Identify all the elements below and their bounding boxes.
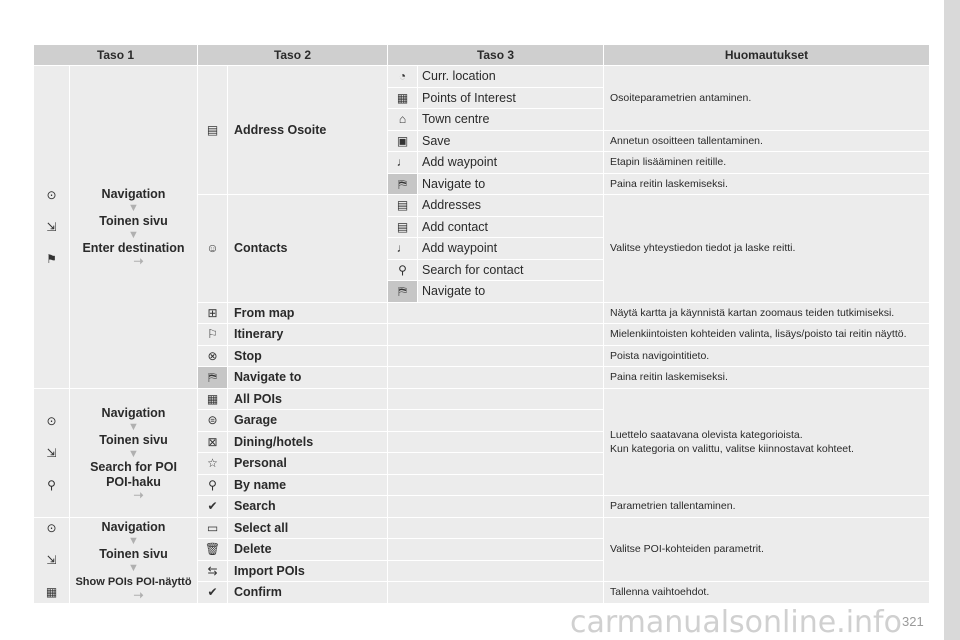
stop-icon: ⊗: [207, 348, 218, 363]
curr-location: Curr. location: [418, 66, 604, 88]
from-map: From map: [228, 302, 388, 324]
address-label: Address Osoite: [228, 66, 388, 195]
navigate-icon: ⛿: [398, 176, 407, 191]
navigate-main-note: Paina reitin laskemiseksi.: [604, 367, 930, 389]
block3-nav2: Toinen sivu: [99, 547, 168, 561]
contacts-icon-cell: [198, 195, 228, 303]
all-pois: All POIs: [228, 388, 388, 410]
by-name: By name: [228, 474, 388, 496]
address-icon: ▤: [206, 123, 219, 137]
search-note: Parametrien tallentaminen.: [604, 496, 930, 518]
block2-nav3: Search for POI: [90, 459, 177, 474]
navigate-icon: ⛿: [208, 370, 217, 385]
save-note: Annetun osoitteen tallentaminen.: [604, 130, 930, 152]
location-icon: ◔: [398, 69, 407, 84]
addresses: Addresses: [418, 195, 604, 217]
navigate-to-contact: Navigate to: [418, 281, 604, 303]
waypoint-note: Etapin lisääminen reitille.: [604, 152, 930, 174]
down-arrow-icon: ▼: [128, 447, 139, 460]
from-map-note: Näytä kartta ja käynnistä kartan zoomaus teiden tutkimiseksi.: [604, 302, 930, 324]
itinerary: Itinerary: [228, 324, 388, 346]
down-arrow-icon: ▼: [128, 562, 139, 574]
contacts-icon: ☺: [206, 241, 219, 256]
header-huomautukset: Huomautukset: [604, 45, 930, 66]
save: Save: [418, 130, 604, 152]
navigate-to: Navigate to: [418, 173, 604, 195]
save-icon: ▣: [396, 133, 409, 148]
block2-nav2: Toinen sivu: [99, 432, 168, 447]
delete: Delete: [228, 539, 388, 561]
add-waypoint-contact: Add waypoint: [418, 238, 604, 260]
block3-path: [70, 517, 198, 603]
poi-search-icon: ⚲: [47, 477, 56, 492]
block2-nav4: POI-haku: [106, 474, 161, 489]
garage-icon: ⊜: [207, 413, 218, 428]
navigate-icon: ⛿: [398, 284, 407, 299]
block1-icons: [34, 66, 70, 389]
itinerary-icon: ⚐: [207, 327, 218, 342]
check-icon: ✔: [207, 585, 218, 600]
search-contact-icon: ⚲: [398, 262, 407, 277]
block3-nav1: Navigation: [101, 520, 166, 534]
address-note: Osoiteparametrien antaminen.: [604, 66, 930, 131]
addresses-icon: ▤: [396, 198, 409, 213]
flag-icon: ⚑: [46, 251, 57, 266]
block3-icons: [34, 517, 70, 603]
select-all-icon: ▭: [206, 520, 219, 535]
navigation-icon: ⊙: [46, 521, 57, 535]
add-waypoint: Add waypoint: [418, 152, 604, 174]
next-page-icon: ⇲: [46, 553, 57, 567]
points-of-interest: Points of Interest: [418, 87, 604, 109]
poi-note-line2: Kun kategoria on valittu, valitse kiinnostavat kohteet.: [610, 442, 854, 455]
itinerary-note: Mielenkiintoisten kohteiden valinta, lisäys/poisto tai reitin näyttö.: [604, 324, 930, 346]
poi-params-note: Valitse POI-kohteiden parametrit.: [604, 517, 930, 582]
add-contact-icon: ▤: [396, 219, 409, 234]
poi-icon: ▦: [45, 585, 58, 599]
block3-nav3: Show POIs POI-näyttö: [75, 576, 192, 588]
block2-path: [70, 388, 198, 517]
star-icon: ☆: [207, 456, 218, 471]
page-side-strip: [944, 0, 960, 640]
next-page-icon: ⇲: [46, 219, 57, 234]
stop: Stop: [228, 345, 388, 367]
navigation-icon: ⊙: [46, 187, 57, 202]
block1-path: [70, 66, 198, 389]
header-taso2: Taso 2: [198, 45, 388, 66]
right-arrow-icon: ➝: [133, 254, 144, 269]
waypoint-icon: ♩: [396, 241, 409, 256]
header-taso3: Taso 3: [388, 45, 604, 66]
poi-icon: ▦: [206, 391, 219, 406]
import-icon: ⇆: [207, 563, 218, 578]
header-taso1: Taso 1: [34, 45, 198, 66]
address-icon-cell: [198, 66, 228, 195]
navigation-icon: ⊙: [46, 413, 57, 428]
dining-hotels: Dining/hotels: [228, 431, 388, 453]
stop-note: Poista navigointitieto.: [604, 345, 930, 367]
down-arrow-icon: ▼: [128, 229, 139, 242]
check-icon: ✔: [207, 499, 218, 514]
add-contact: Add contact: [418, 216, 604, 238]
down-arrow-icon: ▼: [128, 202, 139, 215]
block1-nav3: Enter destination: [82, 241, 185, 256]
confirm: Confirm: [228, 582, 388, 604]
personal: Personal: [228, 453, 388, 475]
trash-icon: 🗑: [204, 542, 221, 557]
poi-note: [604, 388, 930, 496]
search-for-contact: Search for contact: [418, 259, 604, 281]
down-arrow-icon: ▼: [128, 535, 139, 547]
search-name-icon: ⚲: [208, 477, 217, 492]
navigate-note: Paina reitin laskemiseksi.: [604, 173, 930, 195]
poi-note-line1: Luettelo saatavana olevista kategorioista.: [610, 428, 803, 441]
watermark: carmanualsonline.info: [570, 605, 902, 640]
block1-nav2: Toinen sivu: [99, 214, 168, 229]
town-icon: ⌂: [398, 112, 407, 127]
select-all: Select all: [228, 517, 388, 539]
map-icon: ⊞: [207, 305, 218, 320]
next-page-icon: ⇲: [46, 445, 57, 460]
block2-nav1: Navigation: [101, 405, 166, 420]
garage: Garage: [228, 410, 388, 432]
right-arrow-icon: ➝: [133, 588, 144, 602]
menu-table: [33, 44, 930, 604]
navigate-to-main: Navigate to: [228, 367, 388, 389]
dining-icon: ⊠: [207, 434, 218, 449]
town-centre: Town centre: [418, 109, 604, 131]
contacts-note: Valitse yhteystiedon tiedot ja laske reitti.: [604, 195, 930, 303]
right-arrow-icon: ➝: [133, 487, 144, 502]
confirm-note: Tallenna vaihtoehdot.: [604, 582, 930, 604]
block1-nav1: Navigation: [101, 187, 166, 202]
poi-icon: ▦: [396, 90, 409, 105]
waypoint-icon: ♩: [396, 155, 409, 170]
import-pois: Import POIs: [228, 560, 388, 582]
down-arrow-icon: ▼: [128, 420, 139, 433]
search: Search: [228, 496, 388, 518]
page-number: 321: [902, 614, 924, 629]
block2-icons: [34, 388, 70, 517]
contacts-label: Contacts: [228, 195, 388, 303]
